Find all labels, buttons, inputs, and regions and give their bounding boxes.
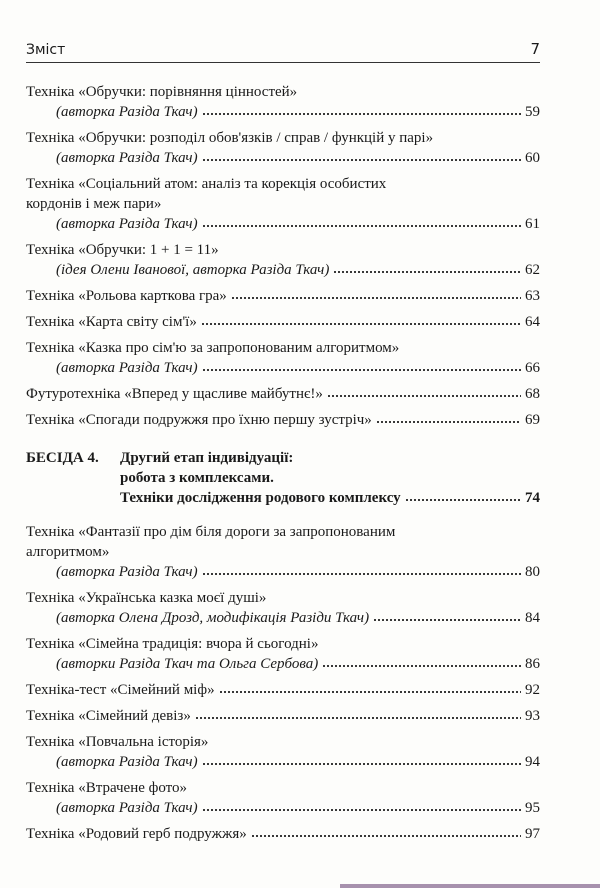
section-title-line: Другий етап індивідуації: (120, 450, 294, 466)
dot-leader (202, 368, 521, 372)
dot-leader (202, 572, 521, 576)
toc-entry[interactable] (26, 82, 540, 122)
entry-title-line: Техніка «Фантазії про дім біля дороги за запропонованим (26, 524, 396, 540)
table-of-contents (26, 82, 540, 850)
page-number: 97 (525, 826, 540, 842)
entry-last-line (26, 148, 540, 168)
entry-title: Футуротехніка «Вперед у щасливе майбутнє!» (26, 386, 323, 402)
entry-last-line (26, 752, 540, 772)
page-number: 62 (525, 262, 540, 278)
page-number: 69 (525, 412, 540, 428)
dot-leader (405, 498, 521, 502)
entry-last-line (26, 384, 540, 404)
toc-entry[interactable] (26, 634, 540, 674)
toc-entry[interactable] (26, 128, 540, 168)
section-title-line: робота з комплексами. (120, 470, 274, 486)
toc-entry[interactable] (26, 286, 540, 306)
entry-title-line: Техніка «Втрачене фото» (26, 780, 188, 796)
page-number: 59 (525, 104, 540, 120)
page-number: 66 (525, 360, 540, 376)
entry-author: (авторка Разіда Ткач) (56, 216, 198, 232)
entry-author: (авторка Олена Дрозд, модифікація Разіди Ткач) (56, 610, 370, 626)
entry-title-line: Техніка «Повчальна історія» (26, 734, 209, 750)
section-title-text: Техніки дослідження родового комплексу (120, 490, 401, 506)
section-heading[interactable] (26, 448, 540, 508)
dot-leader (219, 690, 521, 694)
entry-author: (авторка Разіда Ткач) (56, 104, 198, 120)
entries-group-after (26, 522, 540, 844)
toc-entry[interactable] (26, 312, 540, 332)
toc-entry[interactable] (26, 824, 540, 844)
entries-group-before (26, 82, 540, 430)
entry-title-line: Техніка «Соціальний атом: аналіз та корекція особистих (26, 176, 387, 192)
dot-leader (202, 808, 521, 812)
dot-leader (231, 296, 521, 300)
toc-entry[interactable] (26, 384, 540, 404)
toc-entry[interactable] (26, 778, 540, 818)
entry-last-line (26, 706, 540, 726)
page-edge (340, 884, 600, 888)
entry-last-line (26, 410, 540, 430)
toc-entry[interactable] (26, 588, 540, 628)
page-number: 60 (525, 150, 540, 166)
entry-author: (авторки Разіда Ткач та Ольга Сербова) (56, 656, 319, 672)
dot-leader (201, 322, 521, 326)
entry-title: Техніка-тест «Сімейний міф» (26, 682, 215, 698)
page-number: 63 (525, 288, 540, 304)
entry-title-line: Техніка «Обручки: порівняння цінностей» (26, 84, 298, 100)
dot-leader (202, 224, 521, 228)
dot-leader (333, 270, 521, 274)
entry-title-line: Техніка «Обручки: розподіл обов'язків / справ / функцій у парі» (26, 130, 434, 146)
entry-author: (авторка Разіда Ткач) (56, 150, 198, 166)
section-label: БЕСІДА 4. (26, 450, 99, 466)
entry-author: (ідея Олени Іванової, авторка Разіда Ткач) (56, 262, 330, 278)
entry-last-line (26, 798, 540, 818)
section-title-last-line (120, 488, 540, 508)
toc-entry[interactable] (26, 338, 540, 378)
dot-leader (376, 420, 521, 424)
toc-entry[interactable] (26, 680, 540, 700)
page-number: 84 (525, 610, 540, 626)
entry-last-line (26, 562, 540, 582)
entry-author: (авторка Разіда Ткач) (56, 800, 198, 816)
toc-entry[interactable] (26, 410, 540, 430)
running-header (26, 38, 540, 63)
toc-entry[interactable] (26, 240, 540, 280)
entry-last-line (26, 358, 540, 378)
entry-title-line: Техніка «Казка про сім'ю за запропонованим алгоритмом» (26, 340, 400, 356)
entry-title: Техніка «Сімейний девіз» (26, 708, 191, 724)
page-number: 61 (525, 216, 540, 232)
dot-leader (202, 762, 521, 766)
page-number: 93 (525, 708, 540, 724)
entry-last-line (26, 102, 540, 122)
entry-title: Техніка «Родовий герб подружжя» (26, 826, 247, 842)
entry-last-line (26, 824, 540, 844)
entry-last-line (26, 214, 540, 234)
entry-last-line (26, 654, 540, 674)
page-number: 68 (525, 386, 540, 402)
page-number: 74 (525, 490, 540, 506)
header-title: Зміст (26, 42, 66, 58)
entry-author: (авторка Разіда Ткач) (56, 360, 198, 376)
dot-leader (373, 618, 521, 622)
header-page-number: 7 (530, 40, 540, 58)
entry-title-line: Техніка «Українська казка моєї душі» (26, 590, 267, 606)
page-number: 95 (525, 800, 540, 816)
entry-last-line (26, 680, 540, 700)
toc-entry[interactable] (26, 522, 540, 582)
toc-entry[interactable] (26, 732, 540, 772)
toc-entry[interactable] (26, 706, 540, 726)
page-number: 64 (525, 314, 540, 330)
page-number: 94 (525, 754, 540, 770)
dot-leader (202, 158, 521, 162)
entry-title-line: кордонів і меж пари» (26, 196, 162, 212)
entry-title: Техніка «Рольова карткова гра» (26, 288, 227, 304)
dot-leader (327, 394, 521, 398)
page-number: 92 (525, 682, 540, 698)
entry-title-line: алгоритмом» (26, 544, 110, 560)
entry-last-line (26, 260, 540, 280)
entry-last-line (26, 608, 540, 628)
entry-title: Техніка «Карта світу сім'ї» (26, 314, 197, 330)
entry-author: (авторка Разіда Ткач) (56, 564, 198, 580)
page-number: 86 (525, 656, 540, 672)
dot-leader (195, 716, 521, 720)
toc-entry[interactable] (26, 174, 540, 234)
entry-author: (авторка Разіда Ткач) (56, 754, 198, 770)
dot-leader (202, 112, 521, 116)
entry-title: Техніка «Спогади подружжя про їхню першу зустріч» (26, 412, 372, 428)
dot-leader (322, 664, 521, 668)
entry-title-line: Техніка «Обручки: 1 + 1 = 11» (26, 242, 219, 258)
entry-last-line (26, 312, 540, 332)
entry-title-line: Техніка «Сімейна традиція: вчора й сьогодні» (26, 636, 319, 652)
dot-leader (251, 834, 521, 838)
entry-last-line (26, 286, 540, 306)
page-number: 80 (525, 564, 540, 580)
